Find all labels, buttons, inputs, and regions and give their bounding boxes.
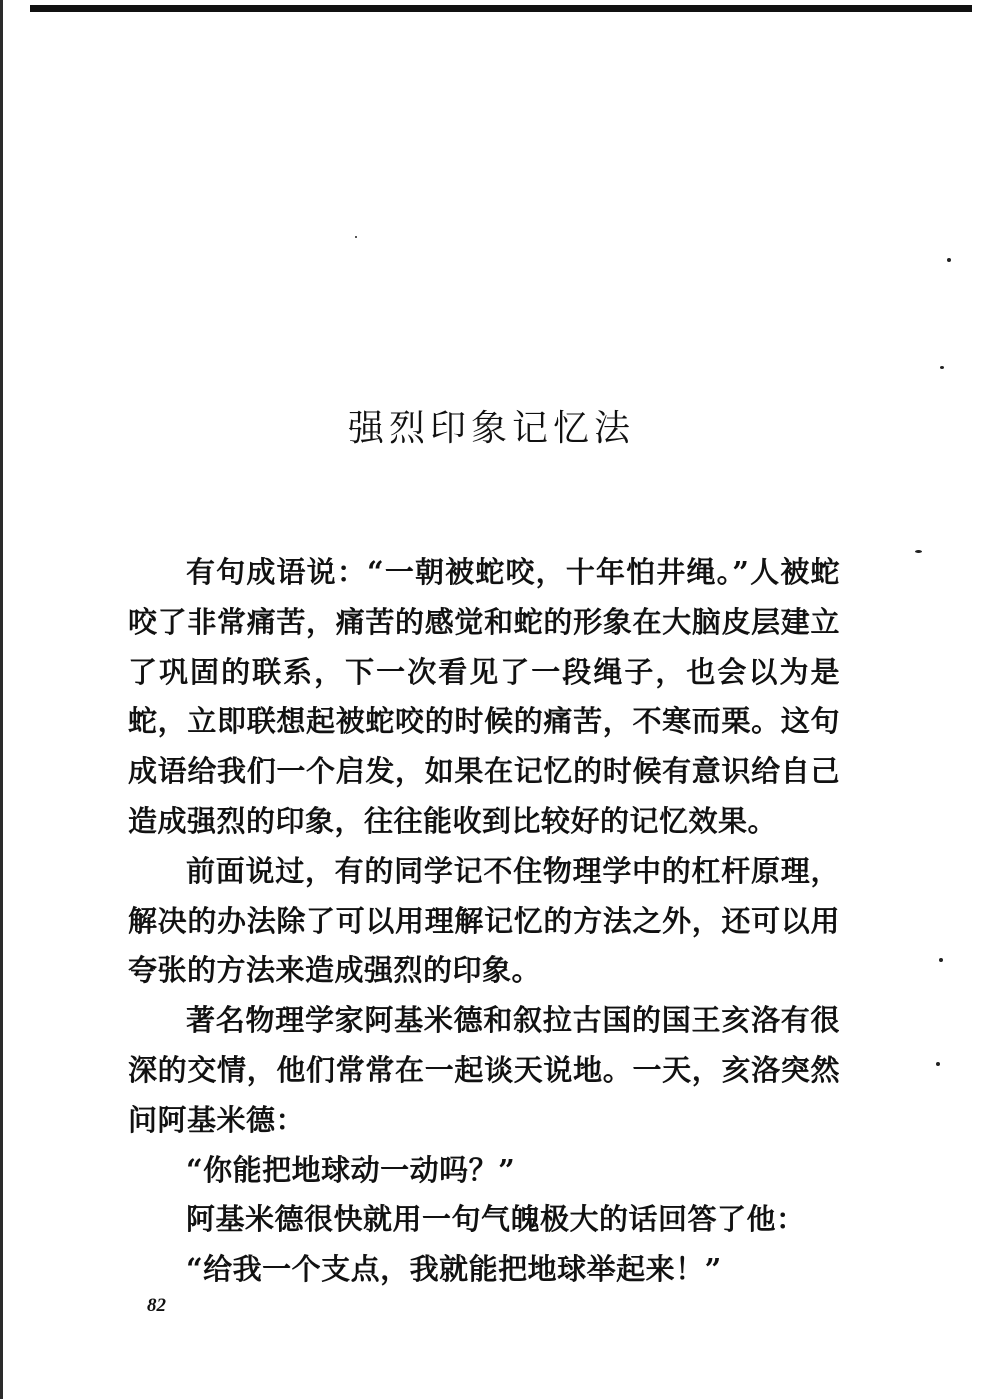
scan-speck <box>947 258 951 262</box>
paragraph-3: 著名物理学家阿基米德和叙拉古国的国王亥洛有很深的交情，他们常常在一起谈天说地。一天，亥洛突然问阿基米德： <box>128 1003 840 1137</box>
paragraph-2: 前面说过，有的同学记不住物理学中的杠杆原理，解决的办法除了可以用理解记忆的方法之外，还可以用夸张的方法来造成强烈的印象。 <box>128 853 840 988</box>
scan-speck <box>915 550 922 553</box>
scan-speck <box>936 1062 940 1066</box>
scan-speck <box>355 236 357 238</box>
scan-speck <box>939 958 943 962</box>
page-number: 82 <box>147 1295 166 1316</box>
paragraph-5: 阿基米德很快就用一句气魄极大的话回答了他： <box>186 1202 806 1237</box>
chapter-title: 强烈印象记忆法 <box>347 408 635 449</box>
body-text <box>128 548 840 1295</box>
paragraph-6: “给我一个支点，我就能把地球举起来！” <box>186 1252 722 1287</box>
page-left-edge <box>0 0 3 1399</box>
top-rule <box>30 5 972 12</box>
paragraph-1: 有句成语说：“一朝被蛇咬，十年怕井绳。”人被蛇咬了非常痛苦，痛苦的感觉和蛇的形象在大脑皮层建立了巩固的联系，下一次看见了一段绳子，也会以为是蛇，立即联想起被蛇咬的时候的痛苦，不寒而栗。这句成语给我们一个启发，如果在记忆的时候有意识给自己造成强烈的印象，往往能收到比较好的记忆效果。 <box>128 555 840 838</box>
scan-speck <box>940 366 944 369</box>
paragraph-4: “你能把地球动一动吗？” <box>186 1152 516 1187</box>
